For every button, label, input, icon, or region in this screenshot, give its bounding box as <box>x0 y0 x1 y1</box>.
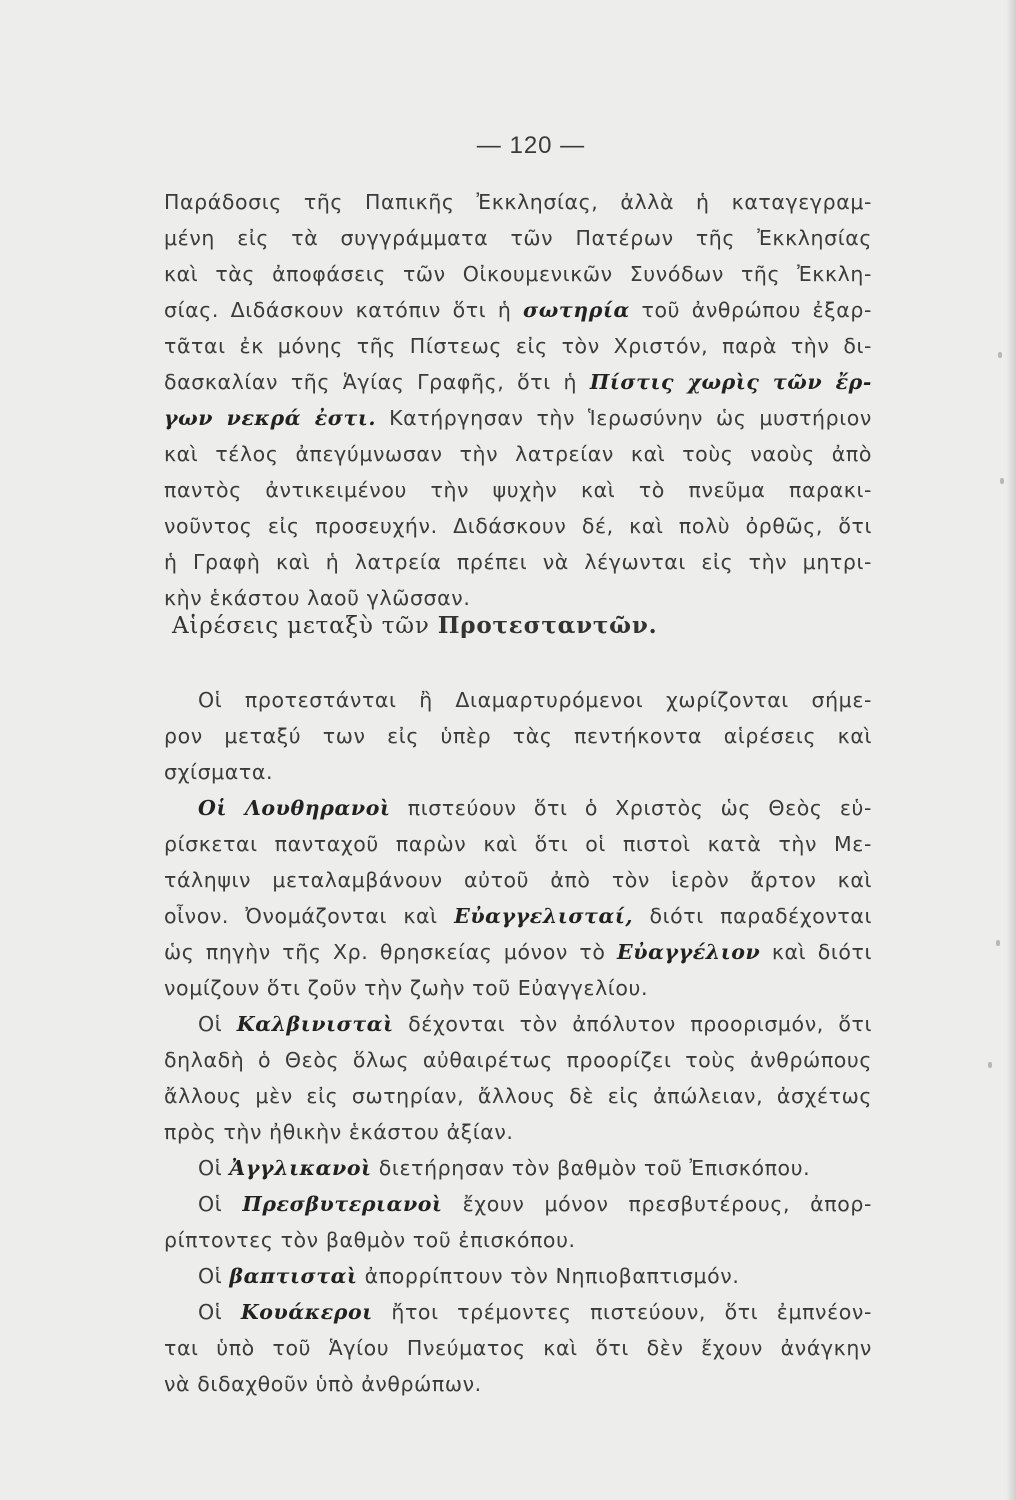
term-calvinists: Καλβινισταὶ <box>236 1012 394 1036</box>
text-fragment: διότι παραδέχονται <box>649 904 872 928</box>
page-edge-shadow <box>1006 0 1016 1500</box>
text-fragment: δέχονται τὸν ἀπόλυτον προορισμόν, ὅτι <box>408 1012 872 1036</box>
text-fragment: Οἱ <box>198 1300 223 1324</box>
text-line: σχίσματα. <box>164 760 274 784</box>
text-line: παντὸς ἀντικειμένου τὴν ψυχὴν καὶ τὸ πνεῦμα παρακι- <box>164 478 872 502</box>
text-line: ρον μεταξύ των εἰς ὑπὲρ τὰς πεντήκοντα αἱρέσεις καὶ <box>164 724 872 748</box>
paper-speck <box>996 940 1000 946</box>
text-line: ται ὑπὸ τοῦ Ἁγίου Πνεύματος καὶ ὅτι δὲν ἔχουν ἀνάγκην <box>164 1336 872 1360</box>
text-line: νὰ διδαχθοῦν ὑπὸ ἀνθρώπων. <box>164 1372 482 1396</box>
text-fragment: ὡς πηγὴν τῆς Χρ. θρησκείας μόνον τὸ <box>164 940 606 964</box>
term-gospel: Εὐαγγέλιον <box>617 940 761 964</box>
term-anglicans: Ἀγγλικανοὶ <box>229 1156 372 1180</box>
text-line: πρὸς τὴν ἠθικὴν ἑκάστου ἀξίαν. <box>164 1120 514 1144</box>
term-evangelicals: Εὐαγγελισταί, <box>454 904 634 928</box>
text-line: καὶ τέλος ἀπεγύμνωσαν τὴν λατρείαν καὶ τοὺς ναοὺς ἀπὸ <box>164 442 872 466</box>
term-baptists: βαπτισταὶ <box>229 1264 358 1288</box>
text-fragment: καὶ διότι <box>771 940 872 964</box>
text-fragment: τοῦ ἀνθρώπου ἐξαρ- <box>641 298 872 322</box>
text-line: Οἱ προτεστάνται ἢ Διαμαρτυρόμενοι χωρίζονται σήμε- <box>198 688 872 712</box>
text-line <box>164 1150 872 1186</box>
text-fragment: ἤτοι τρέμοντες πιστεύουν, ὅτι ἐμπνέον- <box>391 1300 872 1324</box>
text-fragment: δασκαλίαν τῆς Ἁγίας Γραφῆς, ὅτι ἡ <box>164 370 578 394</box>
text-fragment: πιστεύουν ὅτι ὁ Χριστὸς ὡς Θεὸς εὑ- <box>407 796 872 820</box>
text-line <box>164 1294 872 1330</box>
text-line <box>164 1186 872 1222</box>
text-line: κὴν ἑκάστου λαοῦ γλῶσσαν. <box>164 586 471 610</box>
text-fragment: Οἱ <box>198 1012 223 1036</box>
paper-speck <box>998 352 1002 358</box>
text-line: ἡ Γραφὴ καὶ ἡ λατρεία πρέπει νὰ λέγωνται εἰς τὴν μητρι- <box>164 550 872 574</box>
text-line: δηλαδὴ ὁ Θεὸς ὅλως αὐθαιρέτως προορίζει τοὺς ἀνθρώπους <box>164 1048 872 1072</box>
text-line: νοῦντος εἰς προσευχήν. Διδάσκουν δέ, καὶ πολὺ ὀρθῶς, ὅτι <box>164 514 872 538</box>
text-line <box>164 400 872 436</box>
term-lutherans: Οἱ Λουθηρανοὶ <box>198 796 391 820</box>
text-fragment: Οἱ <box>198 1264 223 1288</box>
text-fragment: Οἱ <box>198 1192 223 1216</box>
text-line: νομίζουν ὅτι ζοῦν τὴν ζωὴν τοῦ Εὐαγγελίου. <box>164 976 649 1000</box>
text-line: τάληψιν μεταλαμβάνουν αὐτοῦ ἀπὸ τὸν ἱερὸν ἄρτον καὶ <box>164 868 872 892</box>
text-line: τᾶται ἐκ μόνης τῆς Πίστεως εἰς τὸν Χριστόν, παρὰ τὴν δι- <box>164 334 872 358</box>
term-quakers: Κουάκεροι <box>240 1300 373 1324</box>
text-line <box>164 1006 872 1042</box>
text-line: καὶ τὰς ἀποφάσεις τῶν Οἰκουμενικῶν Συνόδων τῆς Ἐκκλη- <box>164 262 872 286</box>
section-heading <box>172 612 657 639</box>
page-number: — 120 — <box>476 132 586 159</box>
text-line: μένη εἰς τὰ συγγράμματα τῶν Πατέρων τῆς Ἐκκλησίας <box>164 226 872 250</box>
term-presbyterians: Πρεσβυτεριανοὶ <box>242 1192 443 1216</box>
text-line <box>164 934 872 970</box>
text-line: ρίσκεται πανταχοῦ παρὼν καὶ ὅτι οἱ πιστοὶ κατὰ τὴν Με- <box>164 832 872 856</box>
heading-part-bold: Προτεσταντῶν. <box>437 612 658 639</box>
text-line: ἄλλους μὲν εἰς σωτηρίαν, ἄλλους δὲ εἰς ἀπώλειαν, ἀσχέτως <box>164 1084 872 1108</box>
paper-speck <box>1000 478 1004 484</box>
text-line: ρίπτοντες τὸν βαθμὸν τοῦ ἐπισκόπου. <box>164 1228 576 1252</box>
text-fragment: σίας. Διδάσκουν κατόπιν ὅτι ἡ <box>164 298 512 322</box>
text-fragment: οἶνον. Ὀνομάζονται καὶ <box>164 904 438 928</box>
text-line <box>164 364 872 400</box>
text-fragment: διετήρησαν τὸν βαθμὸν τοῦ Ἐπισκόπου. <box>378 1156 811 1180</box>
emphasis-faith-quote-end: γων νεκρά ἐστι. <box>164 406 377 430</box>
emphasis-faith-quote: Πίστις χωρὶς τῶν ἔρ- <box>589 370 872 394</box>
text-line <box>164 1258 872 1294</box>
paragraph-papal-tradition <box>164 184 872 616</box>
text-line <box>164 292 872 328</box>
text-line: Παράδοσις τῆς Παπικῆς Ἐκκλησίας, ἀλλὰ ἡ καταγεγραμ- <box>164 190 872 214</box>
text-line <box>164 898 872 934</box>
emphasis-salvation: σωτηρία <box>523 298 630 322</box>
paper-speck <box>988 1062 992 1068</box>
text-fragment: Κατήργησαν τὴν Ἱερωσύνην ὡς μυστήριον <box>389 406 872 430</box>
heading-part: Αἱρέσεις μεταξὺ τῶν <box>172 613 430 639</box>
paragraph-protestant-sects <box>164 682 872 1402</box>
text-fragment: ἀπορρίπτουν τὸν Νηπιοβαπτισμόν. <box>364 1264 740 1288</box>
text-fragment: ἔχουν μόνον πρεσβυτέρους, ἀπορ- <box>462 1192 872 1216</box>
text-fragment: Οἱ <box>198 1156 223 1180</box>
text-line <box>164 790 872 826</box>
